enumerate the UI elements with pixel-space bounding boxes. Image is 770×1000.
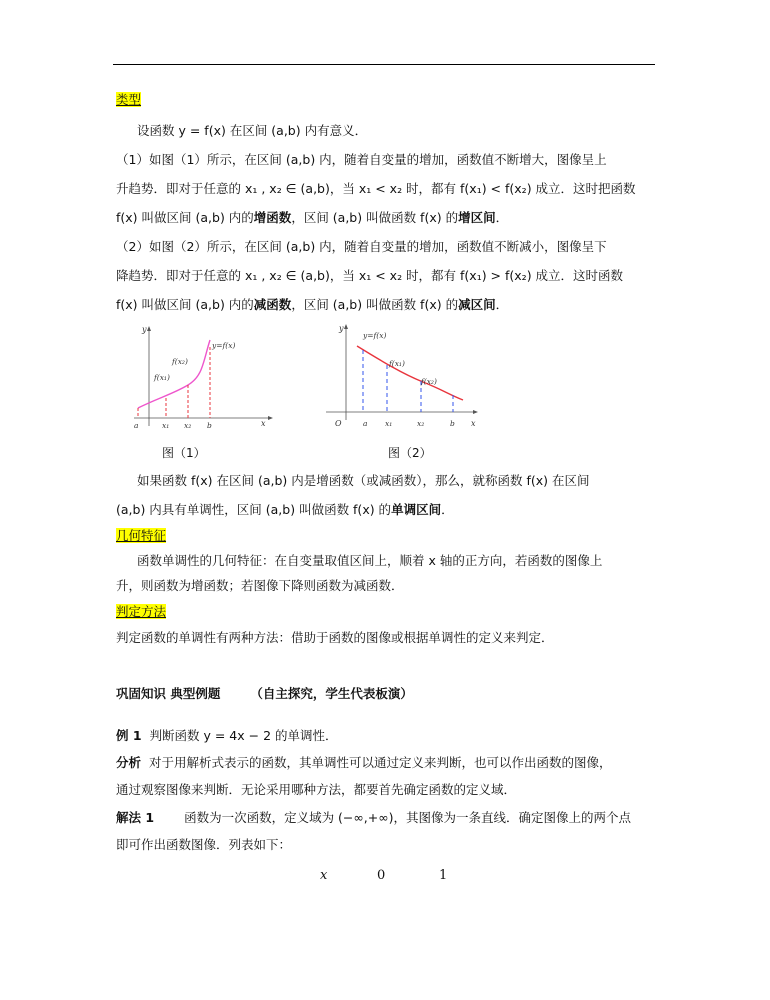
point-label-fx1: f(x₁) <box>389 359 405 368</box>
increasing-line-2: 升趋势．即对于任意的 x₁ , x₂ ∈ (a,b)，当 x₁ < x₂ 时，都有 f(x₁) < f(x₂) 成立．这时把函数 <box>116 181 636 196</box>
increasing-line-3: f(x) 叫做区间 (a,b) 内的增函数，区间 (a,b) 叫做函数 f(x) 的增区间． <box>116 210 509 225</box>
tick-label-a: a <box>134 421 139 430</box>
tick-label-x1: x₁ <box>385 419 393 428</box>
header-rule <box>113 64 655 65</box>
decreasing-line-1: （2）如图（2）所示，在区间 (a,b) 内，随着自变量的增加，函数值不断减小，图像呈下 <box>116 239 607 254</box>
decreasing-line-3: f(x) 叫做区间 (a,b) 内的减函数，区间 (a,b) 叫做函数 f(x) 的减区间． <box>116 297 509 312</box>
tick-label-x1: x₁ <box>162 421 170 430</box>
type-intro: 设函数 y = f(x) 在区间 (a,b) 内有意义． <box>137 123 368 138</box>
method-text: 判定函数的单调性有两种方法：借助于函数的图像或根据单调性的定义来判定． <box>116 630 554 645</box>
solution-line-1: 解法 1 函数为一次函数，定义域为 (−∞,+∞)，其图像为一条直线．确定图像上的两个点 <box>116 810 632 825</box>
geometry-line-1: 函数单调性的几何特征：在自变量取值区间上，顺着 x 轴的正方向，若函数的图像上 <box>137 553 603 568</box>
decreasing-curve <box>357 346 463 400</box>
analysis-line-2: 通过观察图像来判断．无论采用哪种方法，都要首先确定函数的定义域． <box>116 782 517 797</box>
tick-label-b: b <box>207 421 212 430</box>
table-value-1: 1 <box>439 868 448 883</box>
point-label-fx1: f(x₁) <box>154 373 170 382</box>
table-header-x: x <box>320 868 328 883</box>
figure-1-caption: 图（1） <box>162 446 206 460</box>
increasing-line-1: （1）如图（1）所示，在区间 (a,b) 内，随着自变量的增加，函数值不断增大，图像呈上 <box>116 152 607 167</box>
table-value-0: 0 <box>377 868 386 883</box>
section-heading-method: 判定方法 <box>116 604 167 619</box>
y-axis-label: y <box>142 325 147 334</box>
example-1: 例 1 判断函数 y = 4x − 2 的单调性． <box>116 728 338 743</box>
y-axis-label: y <box>339 324 344 333</box>
tick-label-b: b <box>450 419 455 428</box>
point-label-fx2: f(x₂) <box>421 377 437 386</box>
tick-label-a: a <box>363 419 368 428</box>
curve-label: y=f(x) <box>212 341 236 350</box>
figure-decreasing <box>323 322 483 434</box>
consolidate-title: 巩固知识 典型例题 （自主探究，学生代表板演） <box>116 686 413 701</box>
x-axis-label: x <box>261 419 266 428</box>
curve-label: y=f(x) <box>363 331 387 340</box>
decreasing-line-2: 降趋势．即对于任意的 x₁ , x₂ ∈ (a,b)，当 x₁ < x₂ 时，都有 f(x₁) > f(x₂) 成立．这时函数 <box>116 268 624 283</box>
figure-2-caption: 图（2） <box>388 446 432 460</box>
section-heading-type: 类型 <box>116 92 142 107</box>
figure-increasing <box>128 322 278 434</box>
x-axis-label: x <box>471 419 476 428</box>
solution-line-2: 即可作出函数图像．列表如下： <box>116 837 292 852</box>
monotone-line-1: 如果函数 f(x) 在区间 (a,b) 内是增函数（或减函数），那么，就称函数 f(x) 在区间 <box>137 473 590 488</box>
origin-label: O <box>335 419 342 428</box>
monotone-line-2: (a,b) 内具有单调性，区间 (a,b) 叫做函数 f(x) 的单调区间． <box>116 502 454 517</box>
geometry-line-2: 升，则函数为增函数；若图像下降则函数为减函数． <box>116 578 404 593</box>
section-heading-geometry: 几何特征 <box>116 528 167 543</box>
tick-label-x2: x₂ <box>184 421 192 430</box>
tick-label-x2: x₂ <box>417 419 425 428</box>
analysis-line-1: 分析 对于用解析式表示的函数，其单调性可以通过定义来判断，也可以作出函数的图像， <box>116 755 612 770</box>
point-label-fx2: f(x₂) <box>172 357 188 366</box>
